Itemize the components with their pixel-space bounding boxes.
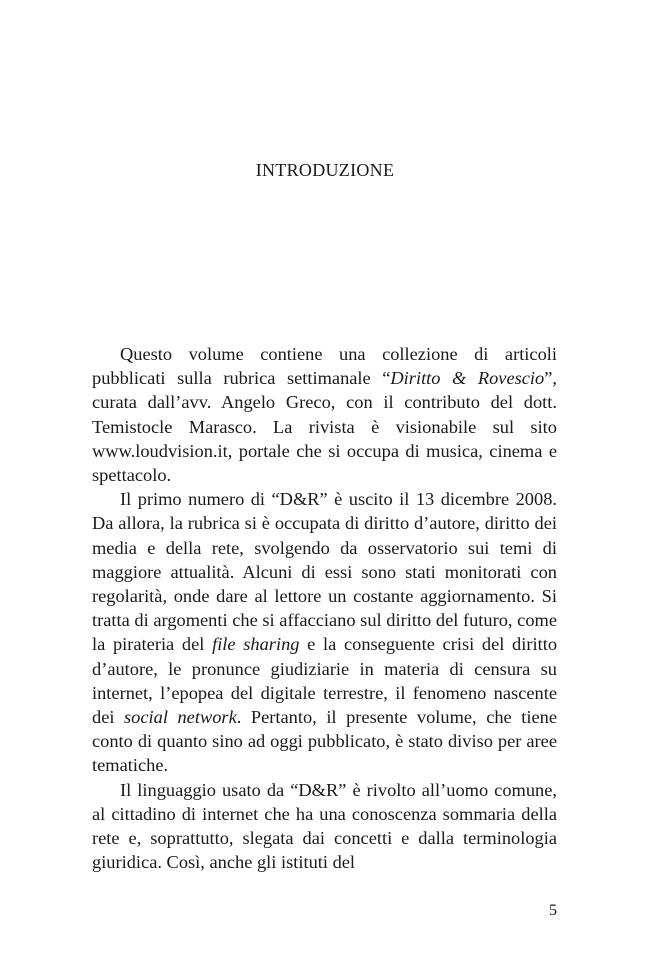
- paragraph-2-text-3: . Pertanto, il presente volume, che tiene conto di quanto sino ad oggi pubblicato, è stato diviso per aree tematiche.: [92, 707, 557, 776]
- page-title: INTRODUZIONE: [255, 160, 395, 180]
- paragraph-1: [92, 342, 557, 487]
- paragraph-1-text-2: ”, curata dall’avv. Angelo Greco, con il contributo del dott. Temistocle Marasco. La rivista è visionabile sul sito www.loudvision.it, portale che si occupa di musica, cinema e spettacolo.: [92, 368, 557, 486]
- body-text: [92, 342, 557, 874]
- paragraph-2-italic-social-network: social network: [124, 707, 237, 728]
- paragraph-2-italic-file-sharing: file sharing: [212, 634, 300, 655]
- paragraph-2: [92, 487, 557, 777]
- page-number: 5: [549, 902, 557, 919]
- paragraph-1-italic-title: Diritto & Rovescio: [390, 368, 545, 389]
- paragraph-2-text-1: Il primo numero di “D&R” è uscito il 13 dicembre 2008. Da allora, la rubrica si è occupata di diritto d’autore, diritto dei media e della rete, svolgendo da osservatorio sui temi di maggiore attualità. Alcuni di essi sono stati monitorati con regolarità, onde dare al lettore un costante aggiornamento. Si tratta di argomenti che si affacciano sul diritto del futuro, come la pirateria del: [92, 489, 557, 655]
- paragraph-1-text-1: Questo volume contiene una collezione di articoli pubblicati sulla rubrica settimanale “: [92, 344, 557, 389]
- paragraph-2-text-2: e la conseguente crisi del diritto d’autore, le pronunce giudiziarie in materia di censura su internet, l’epopea del digitale terrestre, il fenomeno nascente dei: [92, 634, 558, 728]
- paragraph-3-text-1: Il linguaggio usato da “D&R” è rivolto all’uomo comune, al cittadino di internet che ha una conoscenza sommaria della rete e, soprattutto, slegata dai concetti e dalla terminologia giuridica. Così, anche gli istituti del: [92, 779, 557, 873]
- paragraph-3: [92, 778, 557, 875]
